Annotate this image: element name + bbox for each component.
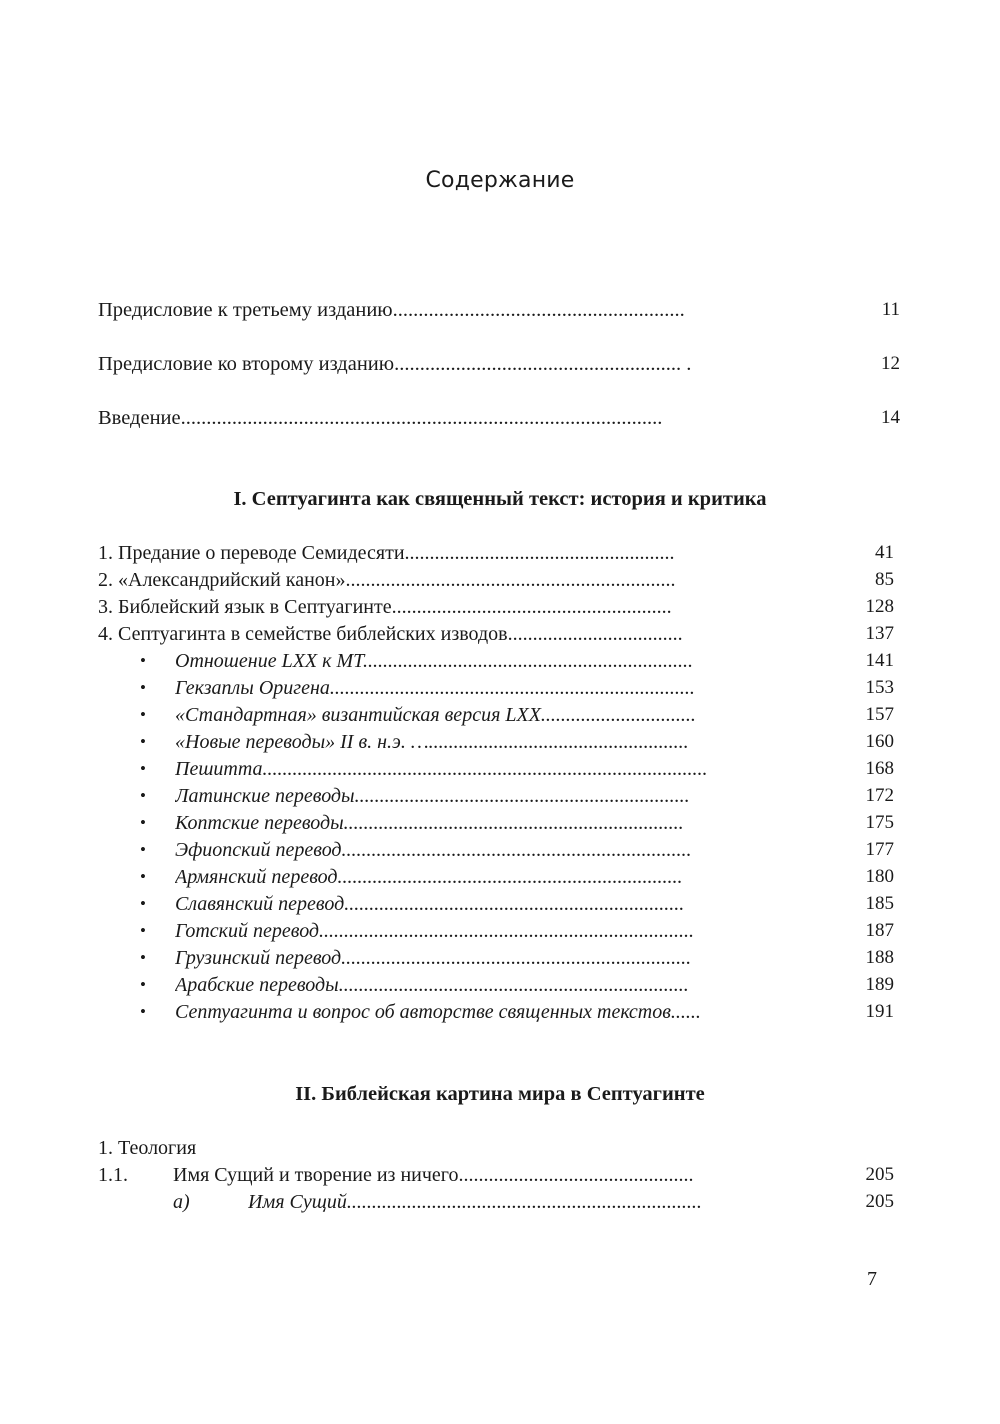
toc-entry-page: 175 bbox=[865, 812, 894, 833]
toc-entry-text: Предисловие ко второму изданию........................................................ . bbox=[98, 353, 692, 375]
page-number: 7 bbox=[867, 1268, 877, 1290]
toc-entry-text: Септуагинта и вопрос об авторстве священных текстов...... bbox=[175, 1001, 701, 1023]
toc-entry-text: Отношение LXX к МТ.................................................................. bbox=[175, 650, 694, 672]
toc-entry-page: 153 bbox=[865, 677, 894, 698]
toc-entry-page: 168 bbox=[865, 758, 894, 779]
toc-entry-page: 157 bbox=[865, 704, 894, 725]
bullet-icon: • bbox=[140, 786, 146, 805]
toc-entry-page: 187 bbox=[865, 920, 894, 941]
toc-entry-text: 4. Септуагинта в семействе библейских изводов................................... bbox=[98, 623, 683, 645]
toc-entry-page: 191 bbox=[865, 1001, 894, 1022]
bullet-icon: • bbox=[140, 948, 146, 967]
toc-entry-text: Эфиопский перевод...................................................................... bbox=[175, 839, 692, 861]
bullet-icon: • bbox=[140, 1002, 146, 1021]
toc-entry-number: 1.1. bbox=[98, 1164, 128, 1186]
toc-entry-page: 205 bbox=[865, 1164, 894, 1185]
toc-entry-text: 2. «Александрийский канон».................................................................. bbox=[98, 569, 676, 591]
toc-entry-text: Введение.............................................................................................. bbox=[98, 407, 663, 429]
toc-entry-page: 141 bbox=[865, 650, 894, 671]
toc-entry-page: 172 bbox=[865, 785, 894, 806]
toc-entry-text: Имя Сущий....................................................................... bbox=[248, 1191, 702, 1213]
bullet-icon: • bbox=[140, 813, 146, 832]
toc-entry-page: 137 bbox=[865, 623, 894, 644]
bullet-icon: • bbox=[140, 894, 146, 913]
toc-entry-text: Латинские переводы................................................................... bbox=[175, 785, 690, 807]
toc-entry-text: Армянский перевод..................................................................... bbox=[175, 866, 683, 888]
toc-entry-page: 160 bbox=[865, 731, 894, 752]
section-heading-2: II. Библейская картина мира в Септуагинте bbox=[295, 1083, 705, 1105]
bullet-icon: • bbox=[140, 840, 146, 859]
bullet-icon: • bbox=[140, 705, 146, 724]
toc-entry-page: 85 bbox=[875, 569, 894, 590]
bullet-icon: • bbox=[140, 759, 146, 778]
toc-entry-page: 41 bbox=[875, 542, 894, 563]
toc-entry-page: 128 bbox=[865, 596, 894, 617]
toc-group-theology: 1. Теология bbox=[98, 1137, 197, 1159]
toc-entry-text: Грузинский перевод...................................................................... bbox=[175, 947, 692, 969]
toc-entry-page: 189 bbox=[865, 974, 894, 995]
toc-entry-page: 188 bbox=[865, 947, 894, 968]
toc-entry-text: «Стандартная» византийская версия LXX............................... bbox=[175, 704, 696, 726]
toc-entry-page: 205 bbox=[865, 1191, 894, 1212]
toc-entry-text: Гекзаплы Оригена......................................................................... bbox=[175, 677, 695, 699]
toc-entry-text: Предисловие к третьему изданию......................................................... bbox=[98, 299, 685, 321]
toc-entry-text: Коптские переводы.................................................................... bbox=[175, 812, 684, 834]
toc-entry-text: Арабские переводы...................................................................... bbox=[175, 974, 689, 996]
bullet-icon: • bbox=[140, 678, 146, 697]
toc-entry-number: а) bbox=[173, 1191, 190, 1213]
toc-entry-text: 1. Предание о переводе Семидесяти...................................................... bbox=[98, 542, 675, 564]
bullet-icon: • bbox=[140, 732, 146, 751]
toc-entry-page: 185 bbox=[865, 893, 894, 914]
toc-entry-text: Пешитта......................................................................................... bbox=[175, 758, 708, 780]
page-title: Содержание bbox=[425, 168, 575, 193]
bullet-icon: • bbox=[140, 921, 146, 940]
toc-entry-page: 14 bbox=[881, 407, 900, 428]
toc-entry-page: 177 bbox=[865, 839, 894, 860]
toc-entry-page: 12 bbox=[881, 353, 900, 374]
toc-entry-text: Имя Сущий и творение из ничего............................................... bbox=[173, 1164, 694, 1186]
bullet-icon: • bbox=[140, 651, 146, 670]
toc-entry-text: Славянский перевод.................................................................... bbox=[175, 893, 685, 915]
bullet-icon: • bbox=[140, 975, 146, 994]
toc-entry-text: Готский перевод........................................................................... bbox=[175, 920, 695, 942]
section-heading-1: I. Септуагинта как священный текст: история и критика bbox=[233, 488, 767, 510]
toc-entry-text: «Новые переводы» II в. н.э. ….................................................... bbox=[175, 731, 689, 753]
bullet-icon: • bbox=[140, 867, 146, 886]
toc-entry-page: 180 bbox=[865, 866, 894, 887]
toc-entry-text: 3. Библейский язык в Септуагинте........................................................ bbox=[98, 596, 672, 618]
toc-entry-page: 11 bbox=[881, 299, 900, 320]
